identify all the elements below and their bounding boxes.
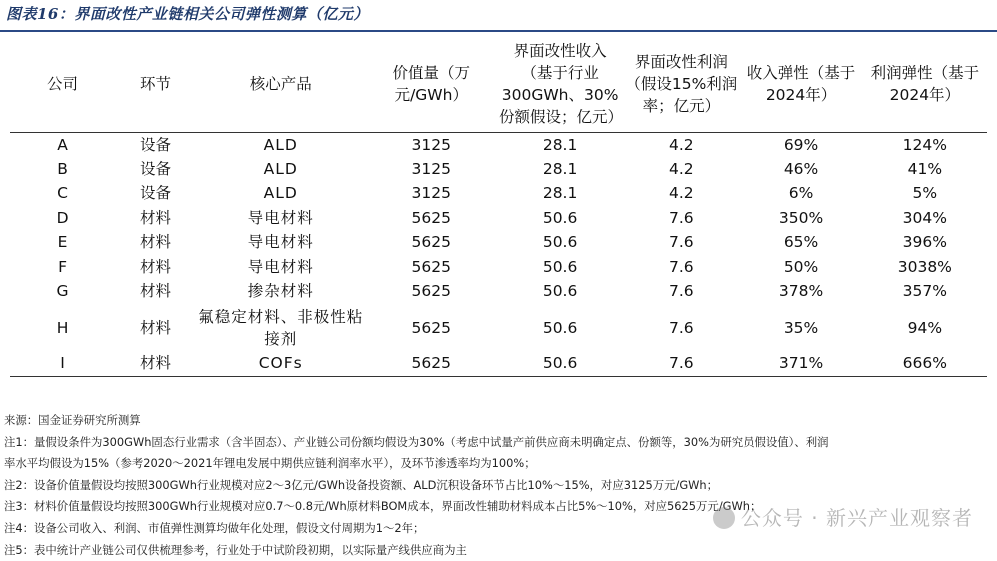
elasticity-table <box>10 36 987 377</box>
cell-profit: 4.2 <box>669 135 694 154</box>
cell-value: 3125 <box>411 160 451 179</box>
cell-link: 材料 <box>139 233 171 252</box>
cell-link: 材料 <box>139 282 171 301</box>
cell-product: 导电材料 <box>247 208 314 227</box>
header-revenue: 界面改性收入（基于行业300GWh、30%份额假设；亿元） <box>497 36 623 133</box>
watermark-text: 公众号 · 新兴产业观察者 <box>740 506 973 530</box>
cell-value: 5625 <box>411 233 451 252</box>
cell-profit-elasticity: 3038% <box>897 257 952 276</box>
header-rev-elasticity: 收入弹性（基于2024年） <box>739 36 862 133</box>
cell-profit-elasticity: 396% <box>902 233 947 252</box>
cell-company: H <box>56 318 69 337</box>
cell-profit: 7.6 <box>669 208 694 227</box>
cell-product: 导电材料 <box>247 233 314 252</box>
table-row <box>10 231 987 255</box>
cell-rev-elasticity: 35% <box>783 318 819 337</box>
cell-company: C <box>57 184 68 203</box>
note-1b: 率水平均假设为15%（参考2020～2021年锂电发展中期供应链利润率水平），及环节渗透率均为100%； <box>4 456 536 471</box>
cell-rev-elasticity: 50% <box>783 257 819 276</box>
cell-profit-elasticity: 94% <box>907 318 943 337</box>
cell-revenue: 28.1 <box>542 160 578 179</box>
cell-value: 5625 <box>411 208 451 227</box>
cell-link: 材料 <box>139 257 171 276</box>
cell-profit: 7.6 <box>669 257 694 276</box>
cell-revenue: 50.6 <box>542 208 578 227</box>
header-company: 公司 <box>10 36 115 133</box>
cell-link: 设备 <box>139 135 171 154</box>
cell-rev-elasticity: 6% <box>788 184 814 203</box>
cell-value: 5625 <box>411 282 451 301</box>
cell-company: D <box>56 208 69 227</box>
cell-revenue: 50.6 <box>497 352 623 377</box>
cell-product: 掺杂材料 <box>247 282 314 301</box>
note-4: 注4：设备公司收入、利润、市值弹性测算均做年化处理，假设文付周期为1～2年； <box>4 520 425 535</box>
cell-link: 材料 <box>139 208 171 227</box>
cell-company: B <box>57 160 68 179</box>
note-1a: 注1：量假设条件为300GWh固态行业需求（含半固态）、产业链公司份额均假设为30%（考虑中试量产前供应商未明确定点、份额等，30%为研究员假设值）、利润 <box>4 434 829 449</box>
cell-revenue: 28.1 <box>542 184 578 203</box>
cell-link: 材料 <box>139 318 171 337</box>
cell-profit: 4.2 <box>669 160 694 179</box>
table-row <box>10 279 987 303</box>
cell-profit-elasticity: 304% <box>902 208 947 227</box>
cell-product: 氟稳定材料、非极性粘接剂 <box>198 307 364 348</box>
cell-profit-elasticity: 124% <box>902 135 947 154</box>
cell-company: I <box>10 352 115 377</box>
cell-company: G <box>56 282 69 301</box>
table-row <box>10 133 987 158</box>
cell-value: 3125 <box>411 135 451 154</box>
header-product: 核心产品 <box>196 36 366 133</box>
cell-company: E <box>57 233 68 252</box>
note-5: 注5：表中统计产业链公司仅供梳理参考，行业处于中试阶段初期，以实际量产线供应商为主 <box>4 542 467 557</box>
source-note: 来源：国金证券研究所测算 <box>4 413 141 427</box>
table-row <box>10 304 987 352</box>
cell-value: 5625 <box>411 257 451 276</box>
notes-section <box>4 410 994 561</box>
table-header-row <box>10 36 987 133</box>
header-profit-elasticity: 利润弹性（基于2024年） <box>863 36 987 133</box>
cell-revenue: 28.1 <box>542 135 578 154</box>
cell-company: F <box>58 257 67 276</box>
cell-link: 设备 <box>139 160 171 179</box>
table-row <box>10 182 987 206</box>
cell-product: ALD <box>263 184 298 203</box>
wechat-icon <box>713 507 735 529</box>
header-value: 价值量（万元/GWh） <box>366 36 497 133</box>
table-row <box>10 206 987 230</box>
cell-company: A <box>57 135 68 154</box>
cell-product: COFs <box>196 352 366 377</box>
cell-rev-elasticity: 65% <box>783 233 819 252</box>
cell-rev-elasticity: 69% <box>783 135 819 154</box>
cell-rev-elasticity: 371% <box>739 352 862 377</box>
cell-product: ALD <box>263 135 298 154</box>
chart-title: 图表16：界面改性产业链相关公司弹性测算（亿元） <box>6 5 369 23</box>
cell-value: 3125 <box>411 184 451 203</box>
cell-rev-elasticity: 378% <box>778 282 824 301</box>
cell-revenue: 50.6 <box>542 233 578 252</box>
cell-revenue: 50.6 <box>542 318 578 337</box>
cell-revenue: 50.6 <box>542 257 578 276</box>
table-row <box>10 157 987 181</box>
cell-profit: 4.2 <box>669 184 694 203</box>
note-2: 注2：设备价值量假设均按照300GWh行业规模对应2～3亿元/GWh设备投资额、ALD沉积设备环节占比10%～15%，对应3125万元/GWh； <box>4 477 719 492</box>
cell-link: 材料 <box>115 352 196 377</box>
cell-profit-elasticity: 357% <box>902 282 947 301</box>
note-3: 注3：材料价值量假设均按照300GWh行业规模对应0.7～0.8元/Wh原材料BOM成本，界面改性辅助材料成本占比5%～10%，对应5625万元/GWh； <box>4 499 762 514</box>
header-link: 环节 <box>115 36 196 133</box>
cell-rev-elasticity: 46% <box>783 160 819 179</box>
cell-profit: 7.6 <box>669 282 694 301</box>
cell-profit-elasticity: 41% <box>907 160 943 179</box>
cell-value: 5625 <box>366 352 497 377</box>
cell-revenue: 50.6 <box>542 282 578 301</box>
table-row <box>10 352 987 377</box>
cell-value: 5625 <box>411 318 451 337</box>
table-row <box>10 255 987 279</box>
watermark <box>713 502 973 531</box>
cell-rev-elasticity: 350% <box>778 208 824 227</box>
cell-product: 导电材料 <box>247 257 314 276</box>
cell-profit: 7.6 <box>669 233 694 252</box>
cell-product: ALD <box>263 160 298 179</box>
cell-profit: 7.6 <box>623 352 739 377</box>
cell-profit: 7.6 <box>669 318 694 337</box>
header-profit: 界面改性利润（假设15%利润率；亿元） <box>623 36 739 133</box>
cell-profit-elasticity: 5% <box>912 184 938 203</box>
title-divider <box>0 30 997 32</box>
cell-link: 设备 <box>139 184 171 203</box>
cell-profit-elasticity: 666% <box>863 352 987 377</box>
